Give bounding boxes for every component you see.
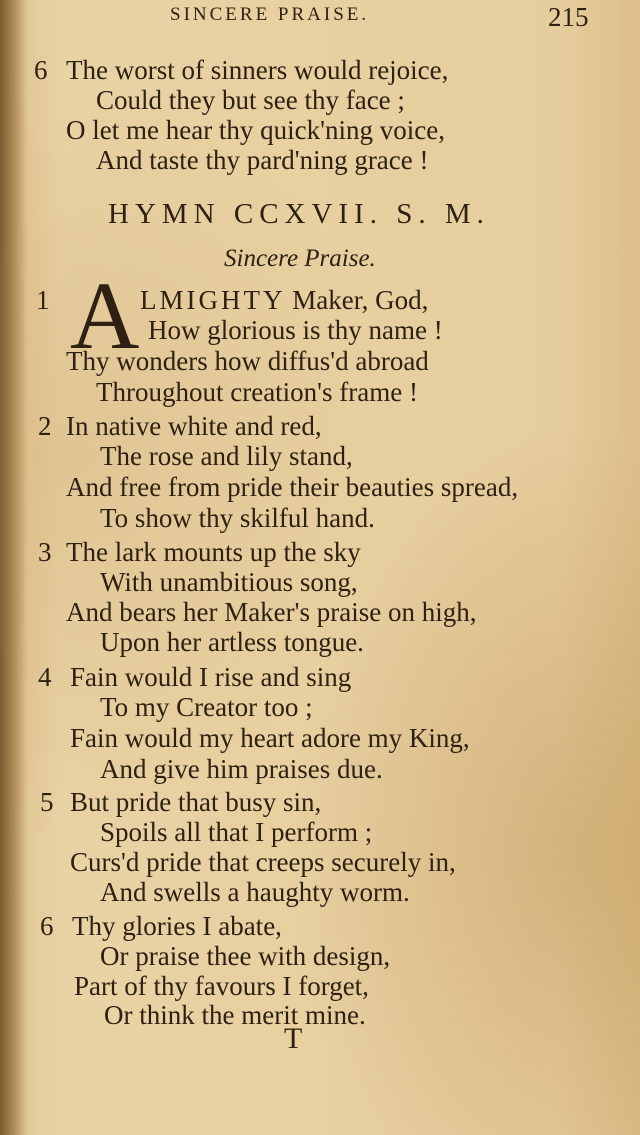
hymn-title: HYMN CCXVII. S. M. — [108, 198, 490, 230]
stanza-number: 2 — [38, 411, 52, 441]
verse-line: Upon her artless tongue. — [100, 627, 364, 657]
hymn-subtitle: Sincere Praise. — [224, 245, 376, 272]
verse-line: Throughout creation's frame ! — [96, 377, 418, 407]
page-gutter-shadow — [0, 0, 28, 1135]
verse-line: Fain would I rise and sing — [70, 662, 352, 692]
verse-line: Thy wonders how diffus'd abroad — [66, 346, 429, 376]
stanza-number: 4 — [38, 662, 52, 692]
stanza-number: 6 — [40, 911, 54, 941]
verse-line: Or praise thee with design, — [100, 941, 391, 971]
verse-line: Or think the merit mine. — [104, 1000, 366, 1030]
page-number: 215 — [548, 2, 589, 32]
verse-line: How glorious is thy name ! — [148, 315, 443, 345]
verse-line: And swells a haughty worm. — [100, 877, 410, 907]
drop-cap: A — [70, 262, 140, 369]
stanza-number: 1 — [36, 285, 50, 315]
signature-mark: T — [284, 1022, 303, 1055]
verse-line: And free from pride their beauties spread, — [66, 472, 519, 502]
verse-line: And give him praises due. — [100, 754, 383, 784]
verse-line: But pride that busy sin, — [70, 787, 322, 817]
verse-line-rest: Maker, God, — [292, 285, 429, 315]
verse-line: The worst of sinners would rejoice, — [66, 55, 449, 85]
verse-line: Spoils all that I perform ; — [100, 817, 373, 847]
running-head: SINCERE PRAISE. — [170, 4, 370, 25]
verse-line: Curs'd pride that creeps securely in, — [70, 847, 456, 877]
verse-line: And bears her Maker's praise on high, — [66, 597, 477, 627]
verse-line: O let me hear thy quick'ning voice, — [66, 115, 446, 145]
verse-line: And taste thy pard'ning grace ! — [96, 145, 429, 175]
verse-line: Thy glories I abate, — [72, 911, 282, 941]
verse-line: The lark mounts up the sky — [66, 537, 361, 567]
verse-line: Part of thy favours I forget, — [74, 971, 369, 1001]
stanza-number: 5 — [40, 787, 54, 817]
verse-line: Could they but see thy face ; — [96, 85, 405, 115]
verse-line: In native white and red, — [66, 411, 322, 441]
verse-line: Fain would my heart adore my King, — [70, 723, 470, 753]
stanza-number: 3 — [38, 537, 52, 567]
verse-line: With unambitious song, — [100, 567, 358, 597]
verse-line: The rose and lily stand, — [100, 441, 353, 471]
verse-line: To my Creator too ; — [100, 692, 313, 722]
verse-line: To show thy skilful hand. — [100, 503, 375, 533]
stanza-number: 6 — [34, 55, 48, 85]
verse-line — [140, 284, 428, 316]
first-word-caps: LMIGHTY — [140, 285, 286, 315]
